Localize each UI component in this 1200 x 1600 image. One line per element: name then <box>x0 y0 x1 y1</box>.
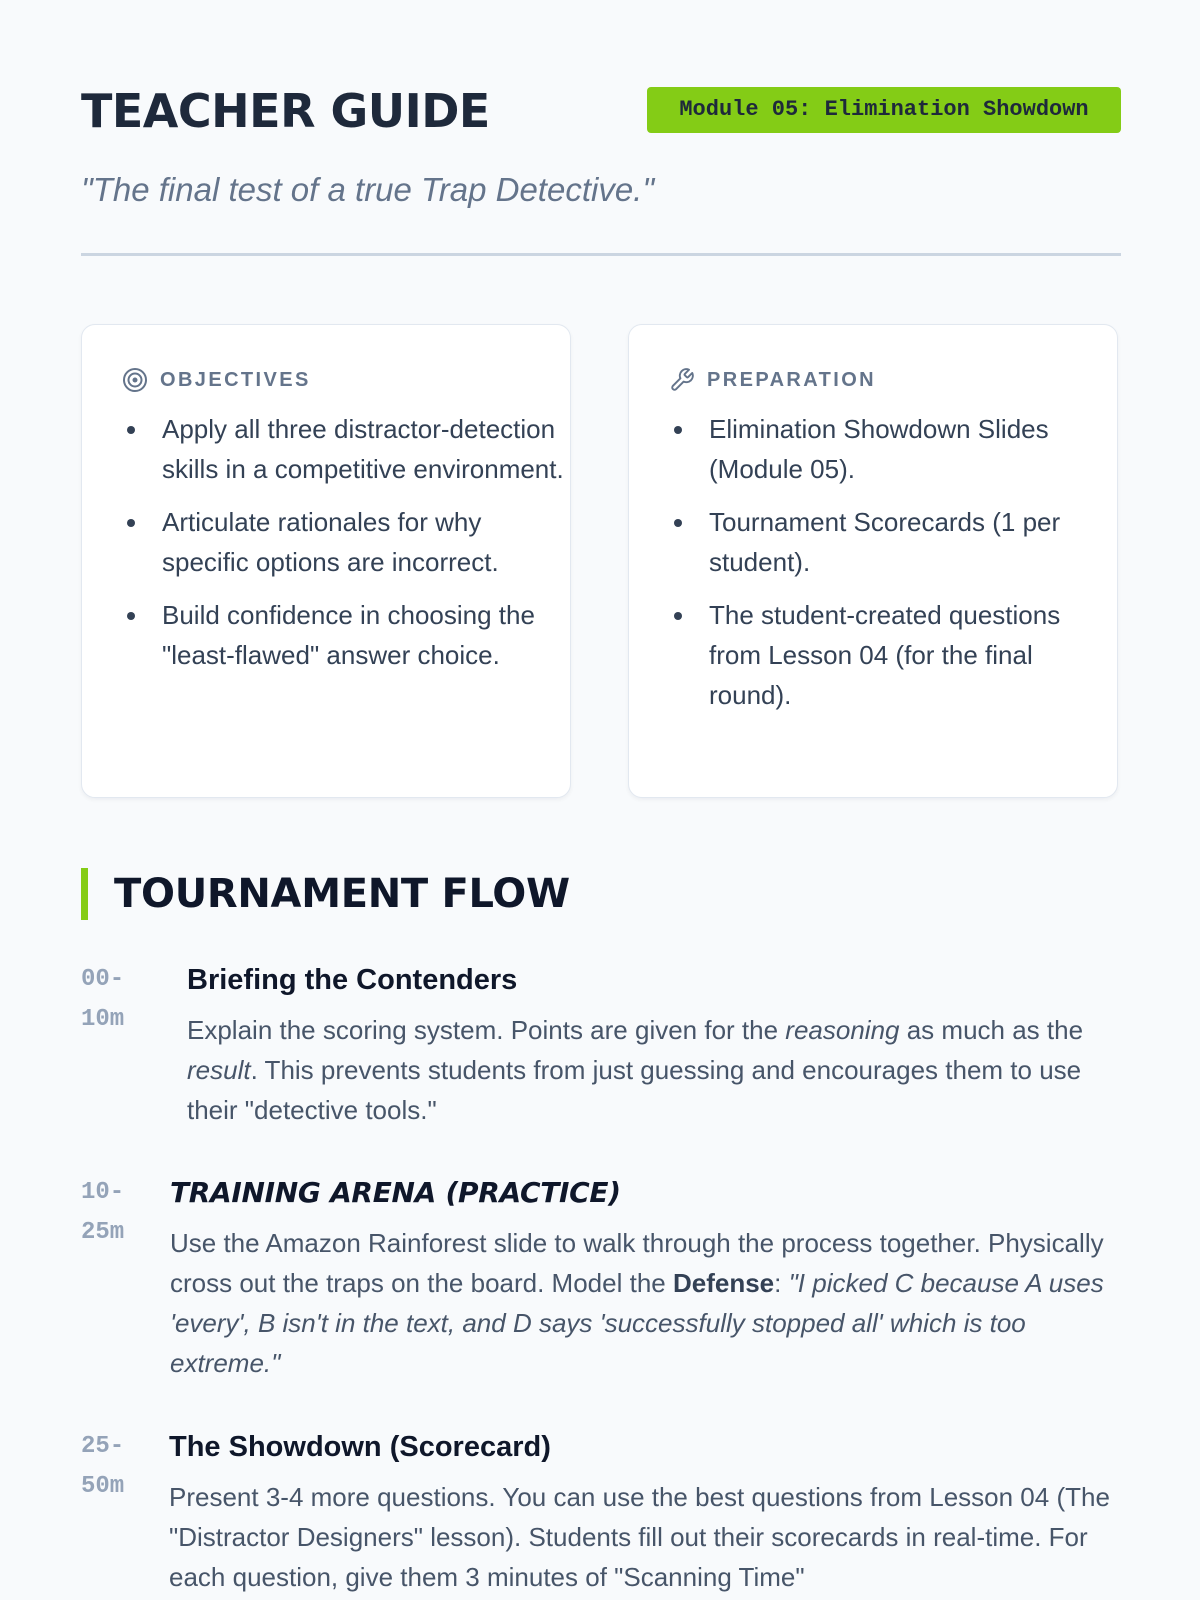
objectives-list <box>122 409 570 688</box>
list-item: • Apply all three distractor-detection skills in a competitive environment. <box>150 409 570 489</box>
guide-quote: "The final test of a true Trap Detective." <box>81 171 655 208</box>
target-icon <box>122 367 148 393</box>
step-body <box>169 1427 1121 1597</box>
preparation-header <box>669 365 876 395</box>
wrench-icon <box>669 367 695 393</box>
page-title: TEACHER GUIDE <box>81 84 490 138</box>
step-description: Present 3-4 more questions. You can use the best questions from Lesson 04 (The "Distractor Designers" lesson). Students fill out their scorecards in real-time. For each question, give them 3 minutes of "Scanning Time" <box>169 1482 1110 1592</box>
step-description: Explain the scoring system. Points are given for the reasoning as much as the result. This prevents students from just guessing and encourages them to use their "detective tools." <box>187 1015 1084 1125</box>
list-item: • The student-created questions from Lesson 04 (for the final round). <box>697 595 1117 715</box>
time-end: 50m <box>81 1473 125 1500</box>
tournament-flow-heading <box>81 868 781 920</box>
module-badge: Module 05: Elimination Showdown <box>647 87 1121 133</box>
step-body <box>187 960 1121 1130</box>
objectives-label: OBJECTIVES <box>160 368 311 391</box>
step-title: Briefing the Contenders <box>187 964 518 996</box>
step-description: Use the Amazon Rainforest slide to walk through the process together. Physically cross out the traps on the board. Model the Defense: "I picked C because A uses 'every', B isn't in the text, and D says 'successfully stopped all' which is too extreme." <box>170 1228 1104 1378</box>
time-start: 25- <box>81 1433 125 1460</box>
time-end: 25m <box>81 1219 125 1246</box>
step-time <box>81 1427 151 1507</box>
time-start: 10- <box>81 1179 125 1206</box>
preparation-card <box>628 324 1118 798</box>
time-start: 00- <box>81 966 125 993</box>
time-end: 10m <box>81 1006 125 1033</box>
step-time <box>81 960 151 1040</box>
objectives-header <box>122 365 311 395</box>
preparation-label: PREPARATION <box>707 368 876 391</box>
list-item: • Elimination Showdown Slides (Module 05). <box>697 409 1117 489</box>
list-item: • Build confidence in choosing the "least-flawed" answer choice. <box>150 595 570 675</box>
step-time <box>81 1173 151 1253</box>
list-item: • Tournament Scorecards (1 per student). <box>697 502 1117 582</box>
header <box>81 84 1121 140</box>
list-item: • Articulate rationales for why specific options are incorrect. <box>150 502 570 582</box>
preparation-list <box>669 409 1117 728</box>
header-divider <box>81 253 1121 256</box>
step-title: TRAINING ARENA (PRACTICE) <box>170 1176 621 1209</box>
step-title: The Showdown (Scorecard) <box>169 1431 551 1463</box>
step-body <box>170 1173 1121 1383</box>
objectives-card <box>81 324 571 798</box>
section-title: TOURNAMENT FLOW <box>114 871 570 917</box>
